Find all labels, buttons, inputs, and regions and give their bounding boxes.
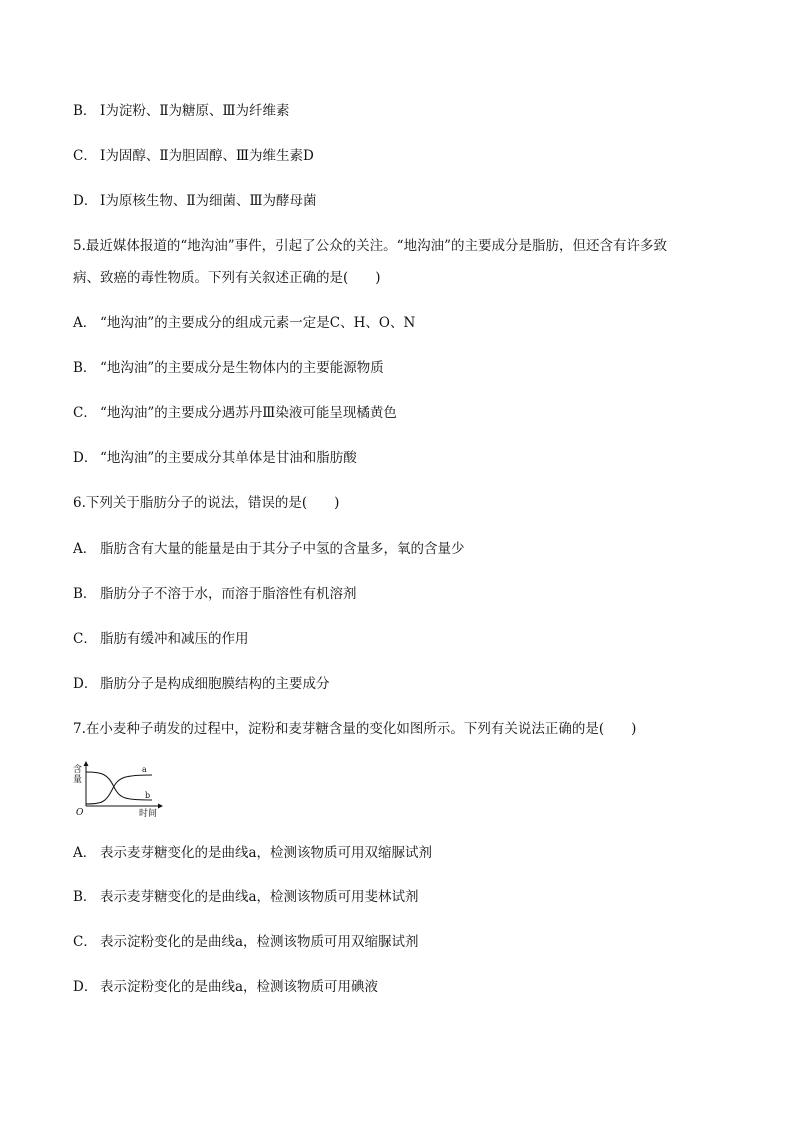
option-text: 脂肪分子不溶于水，而溶于脂溶性有机溶剂 xyxy=(100,586,357,602)
q4-option-c xyxy=(73,146,733,166)
q6-option-c xyxy=(73,629,733,649)
option-letter: A． xyxy=(73,845,97,861)
option-letter: D． xyxy=(73,979,98,995)
q7-option-d xyxy=(73,977,733,997)
q5-option-b xyxy=(73,358,733,378)
option-letter: B． xyxy=(73,586,97,602)
option-letter: B． xyxy=(73,103,97,119)
q7-option-b xyxy=(73,887,733,907)
option-text: Ⅰ为固醇、Ⅱ为胆固醇、Ⅲ为维生素D xyxy=(100,148,314,164)
option-text: 表示淀粉变化的是曲线a，检测该物质可用双缩脲试剂 xyxy=(100,934,419,950)
option-text: “地沟油”的主要成分遇苏丹Ⅲ染液可能呈现橘黄色 xyxy=(100,405,397,421)
option-text: 脂肪含有大量的能量是由于其分子中氢的含量多，氧的含量少 xyxy=(100,541,465,557)
option-text: 表示麦芽糖变化的是曲线a，检测该物质可用斐林试剂 xyxy=(100,889,419,905)
option-letter: D． xyxy=(73,450,98,466)
q7-option-a xyxy=(73,843,733,863)
q5-option-c xyxy=(73,403,733,423)
q5-stem-line2: 病、致癌的毒性物质。下列有关叙述正确的是( ) xyxy=(73,270,381,286)
option-text: 表示淀粉变化的是曲线a，检测该物质可用碘液 xyxy=(100,979,379,995)
option-text: 脂肪分子是构成细胞膜结构的主要成分 xyxy=(100,676,330,692)
q7-figure xyxy=(72,760,168,818)
y-label-top: 含 xyxy=(73,765,83,775)
option-letter: B． xyxy=(73,889,97,905)
q6-option-d xyxy=(73,674,733,694)
option-text: Ⅰ为淀粉、Ⅱ为糖原、Ⅲ为纤维素 xyxy=(100,103,290,119)
option-text: “地沟油”的主要成分的组成元素一定是C、H、O、N xyxy=(100,315,416,331)
q5-option-d xyxy=(73,448,733,468)
origin-label: O xyxy=(76,808,84,818)
option-letter: C． xyxy=(73,405,97,421)
y-axis-arrow xyxy=(84,761,89,766)
curve-b-label: b xyxy=(145,791,151,800)
option-letter: A． xyxy=(73,541,97,557)
option-text: 脂肪有缓冲和减压的作用 xyxy=(100,631,249,647)
q5-option-a xyxy=(73,313,733,333)
q7-stem: 7.在小麦种子萌发的过程中，淀粉和麦芽糖含量的变化如图所示。下列有关说法正确的是( ) xyxy=(73,721,637,737)
option-text: “地沟油”的主要成分是生物体内的主要能源物质 xyxy=(100,360,384,376)
content-time-graph xyxy=(72,760,168,818)
option-text: “地沟油”的主要成分其单体是甘油和脂肪酸 xyxy=(100,450,357,466)
option-letter: B． xyxy=(73,360,97,376)
option-letter: C． xyxy=(73,631,97,647)
option-letter: A． xyxy=(73,315,97,331)
q4-option-d xyxy=(73,191,733,211)
curve-b xyxy=(86,772,152,800)
q6-option-a xyxy=(73,539,733,559)
q6-stem: 6.下列关于脂肪分子的说法，错误的是( ) xyxy=(73,495,340,511)
q6-option-b xyxy=(73,584,733,604)
x-axis-arrow xyxy=(158,804,163,809)
option-letter: C． xyxy=(73,148,97,164)
option-text: 表示麦芽糖变化的是曲线a，检测该物质可用双缩脲试剂 xyxy=(100,845,433,861)
q4-option-b xyxy=(73,101,733,121)
option-letter: D． xyxy=(73,676,98,692)
option-letter: C． xyxy=(73,934,97,950)
option-letter: D． xyxy=(73,193,98,209)
y-label-bottom: 量 xyxy=(73,775,83,785)
curve-a-label: a xyxy=(142,765,147,774)
q5-stem-line1: 5.最近媒体报道的“地沟油”事件，引起了公众的关注。“地沟油”的主要成分是脂肪，但还含有许多致 xyxy=(73,238,667,254)
q7-option-c xyxy=(73,932,733,952)
x-axis-label: 时间 xyxy=(139,809,158,818)
option-text: Ⅰ为原核生物、Ⅱ为细菌、Ⅲ为酵母菌 xyxy=(100,193,317,209)
